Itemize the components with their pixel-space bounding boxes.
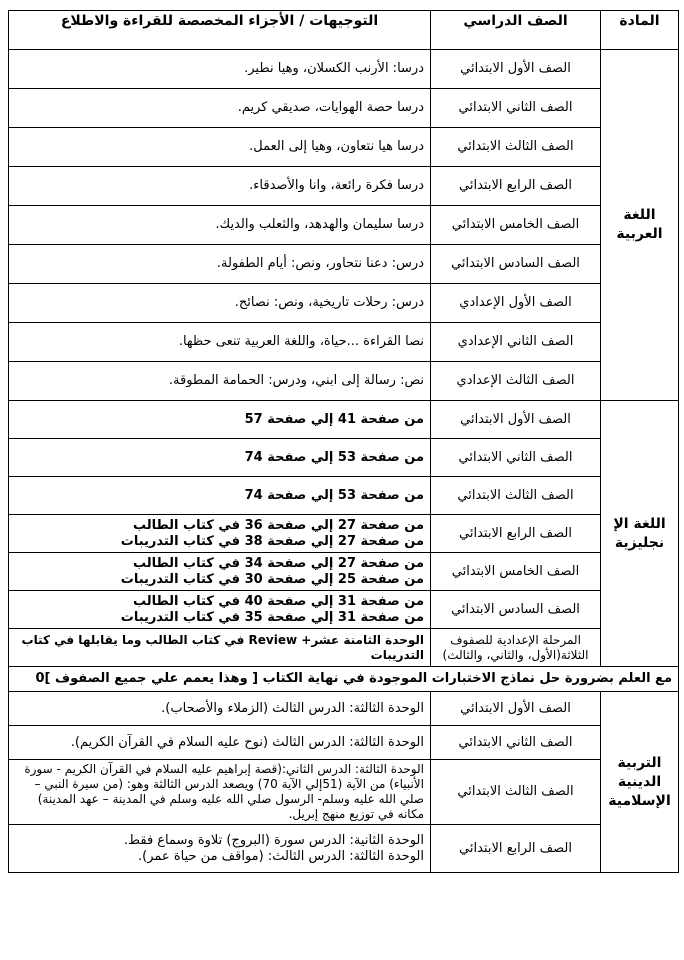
grade-cell: الصف السادس الابتدائي (431, 591, 601, 629)
table-row (9, 167, 679, 206)
directions-cell: درسا فكرة رائعة، وانا والأصدقاء. (9, 167, 431, 206)
directions-line: الوحدة الثانية: الدرس سورة (البروج) تلاوة وسماع فقط. (123, 832, 424, 848)
grade-cell: الصف الثاني الابتدائي (431, 726, 601, 760)
exam-models-note: مع العلم بضرورة حل نماذج الاختبارات الموجودة في نهاية الكتاب [ وهذا يعمم علي جميع الصفوف ]0 (9, 667, 679, 692)
directions-cell: درسا حصة الهوايات، صديقي كريم. (9, 89, 431, 128)
grade-cell: الصف الأول الابتدائي (431, 692, 601, 726)
directions-cell: نص: رسالة إلى ابني، ودرس: الحمامة المطوقة. (9, 362, 431, 401)
directions-line: من صفحة 27 إلي صفحة 38 في كتاب التدريبات (120, 533, 424, 549)
table-row (9, 825, 679, 873)
directions-cell (9, 629, 431, 667)
directions-cell: الوحدة الثالثة: الدرس الثالث (نوح عليه السلام في القرآن الكريم). (9, 726, 431, 760)
directions-cell: درس: دعنا نتحاور، ونص: أيام الطفولة. (9, 245, 431, 284)
header-grade: الصف الدراسي (431, 11, 601, 50)
directions-cell (9, 825, 431, 873)
table-row (9, 629, 679, 667)
grade-cell: الصف الرابع الابتدائي (431, 515, 601, 553)
grade-cell: الصف الرابع الابتدائي (431, 167, 601, 206)
directions-line: من صفحة 25 إلي صفحة 30 في كتاب التدريبات (120, 571, 424, 587)
grade-cell: الصف الخامس الابتدائي (431, 206, 601, 245)
grade-cell: الصف الرابع الابتدائي (431, 825, 601, 873)
table-row (9, 477, 679, 515)
directions-cell (9, 439, 431, 477)
grade-cell: الصف الخامس الابتدائي (431, 553, 601, 591)
curriculum-table (8, 10, 679, 873)
table-row (9, 591, 679, 629)
grade-cell: الصف السادس الابتدائي (431, 245, 601, 284)
table-row (9, 692, 679, 726)
directions-cell (9, 591, 431, 629)
directions-cell: درسا هيا نتعاون، وهيا إلى العمل. (9, 128, 431, 167)
grade-cell: الصف الأول الابتدائي (431, 401, 601, 439)
table-row (9, 89, 679, 128)
table-row (9, 50, 679, 89)
directions-cell (9, 515, 431, 553)
directions-cell (9, 401, 431, 439)
header-directions: التوجيهات / الأجزاء المخصصة للقراءة والاطلاع (9, 11, 431, 50)
directions-line: من صفحة 31 إلي صفحة 35 في كتاب التدريبات (120, 609, 424, 625)
directions-cell: الوحدة الثالثة: الدرس الثالث (الزملاء والأصحاب). (9, 692, 431, 726)
directions-cell (9, 477, 431, 515)
table-row (9, 362, 679, 401)
directions-line: من صفحة 53 إلي صفحة 74 (244, 487, 424, 503)
directions-line: من صفحة 27 إلي صفحة 34 في كتاب الطالب (132, 555, 424, 571)
subject-english: اللغة الإ نجليزية (601, 401, 679, 667)
header-subject: المادة (601, 11, 679, 50)
directions-cell: درسا: الأرنب الكسلان، وهيا نطير. (9, 50, 431, 89)
grade-cell: الصف الثالث الابتدائي (431, 128, 601, 167)
subject-religion: التربية الدينية الإسلامية (601, 692, 679, 873)
directions-line: من صفحة 53 إلي صفحة 74 (244, 449, 424, 465)
grade-cell: الصف الثاني الابتدائي (431, 439, 601, 477)
grade-cell: الصف الأول الابتدائي (431, 50, 601, 89)
directions-line: الوحدة الثامنة عشر+ Review في كتاب الطالب وما يقابلها في كتاب التدريبات (21, 632, 424, 662)
table-row (9, 323, 679, 362)
directions-line: من صفحة 31 إلي صفحة 40 في كتاب الطالب (132, 593, 424, 609)
table-row (9, 401, 679, 439)
grade-cell: الصف الثاني الإعدادي (431, 323, 601, 362)
grade-cell: الصف الثالث الإعدادي (431, 362, 601, 401)
note-row (9, 667, 679, 692)
header-row (9, 11, 679, 50)
grade-cell: الصف الثالث الابتدائي (431, 760, 601, 825)
directions-cell (9, 553, 431, 591)
table-row (9, 245, 679, 284)
table-row (9, 760, 679, 825)
directions-line: من صفحة 27 إلي صفحة 36 في كتاب الطالب (132, 517, 424, 533)
directions-cell: درسا سليمان والهدهد، والثعلب والديك. (9, 206, 431, 245)
grade-cell: المرحلة الإعدادية للصفوف الثلاثة(الأول، والثاني، والثالث) (431, 629, 601, 667)
grade-cell: الصف الثاني الابتدائي (431, 89, 601, 128)
grade-cell: الصف الأول الإعدادي (431, 284, 601, 323)
directions-line: من صفحة 41 إلي صفحة 57 (244, 411, 424, 427)
table-row (9, 726, 679, 760)
table-row (9, 128, 679, 167)
directions-cell: الوحدة الثالثة: الدرس الثاني:(قصة إبراهيم عليه السلام في القرآن الكريم - سورة الأنبياء) من الآية (51إلي الآية 70) ويصعد الدرس الثالثة وهو: (من سيرة النبي – صلي الله عليه وسلم- الرسول صلي الله عليه وسلم في المدينة – عهد المدينة) مكانه في توزيع منهج إبريل. (9, 760, 431, 825)
subject-arabic: اللغة العربية (601, 50, 679, 401)
table-row (9, 284, 679, 323)
grade-cell: الصف الثالث الابتدائي (431, 477, 601, 515)
table-row (9, 439, 679, 477)
directions-line: الوحدة الثالثة: الدرس الثالث: (مواقف من حياة عمر). (138, 848, 424, 864)
directions-cell: نصا القراءة ...حياة، واللغة العربية تنعى حظها. (9, 323, 431, 362)
table-row (9, 206, 679, 245)
table-row (9, 515, 679, 553)
table-row (9, 553, 679, 591)
directions-cell: درس: رحلات تاريخية، ونص: نصائح. (9, 284, 431, 323)
